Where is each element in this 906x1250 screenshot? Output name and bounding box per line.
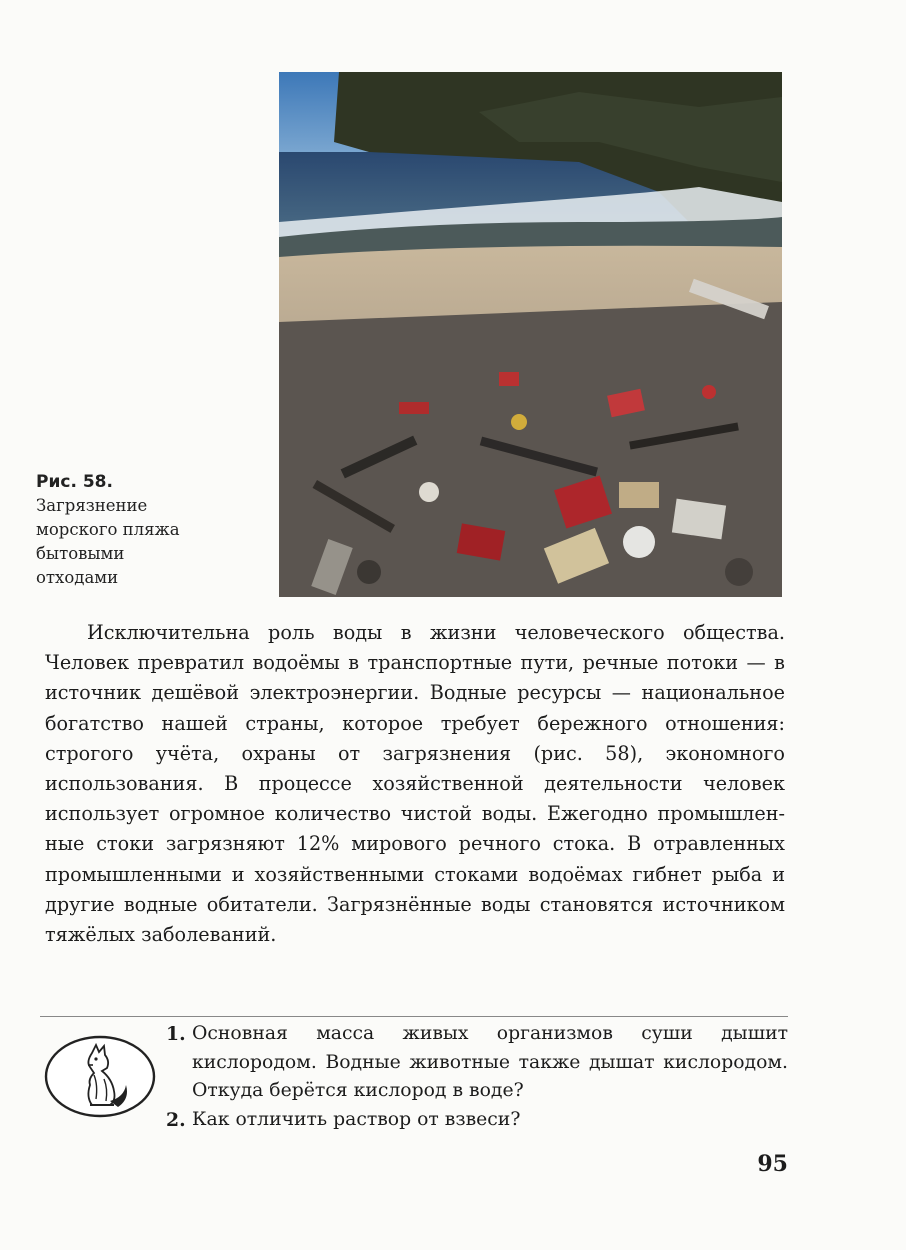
caption-line: Загрязнение — [36, 496, 148, 515]
question-number: 1. — [166, 1023, 186, 1045]
question-item — [166, 1020, 788, 1106]
main-text — [45, 618, 785, 950]
beach-pollution-photo — [279, 72, 782, 597]
fox-questions-icon — [44, 1035, 156, 1118]
question-number: 2. — [166, 1108, 186, 1131]
figure-caption — [36, 470, 246, 590]
review-questions — [166, 1020, 788, 1134]
main-paragraph: Исключительна роль воды в жизни человеческого общества. Человек превратил водоёмы в транспортные пути, речные потоки — в источник дешёвой электроэнергии. Водные ресурсы — национальное богатство нашей страны, которое требует бережного отношения: строгого учёта, охраны от загрязнения (рис. 58), экономного использования. В процессе хозяйственной деятельности человек использует огромное количество чистой воды. Ежегодно промышленные стоки загрязняют 12% мирового речного стока. В отравленных промышленными и хозяйственными стоками водоёмах гибнет рыба и другие водные обитатели. Загрязнённые воды становятся источником тяжёлых заболеваний. — [45, 621, 785, 947]
question-text: Как отличить раствор от взвеси? — [192, 1108, 521, 1130]
section-divider — [40, 1016, 788, 1017]
beach-pollution-image — [279, 72, 782, 597]
question-item — [166, 1106, 788, 1135]
caption-line: морского пляжа — [36, 520, 180, 539]
caption-line: отходами — [36, 568, 119, 587]
question-text: Основная масса живых организмов суши дышит кислородом. Водные животные также дышат кислородом. Откуда берётся кислород в воде? — [192, 1023, 788, 1101]
page-number: 95 — [757, 1151, 788, 1177]
figure-label: Рис. 58. — [36, 472, 113, 492]
caption-line: бытовыми — [36, 544, 125, 563]
